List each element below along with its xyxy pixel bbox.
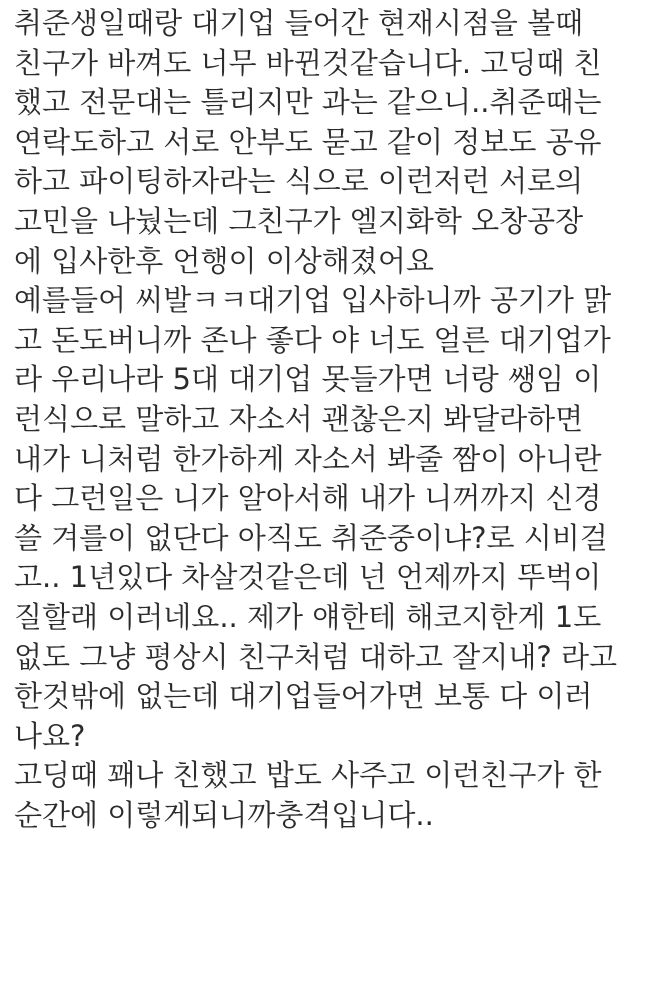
post-line: 고 돈도버니까 존나 좋다 야 너도 얼른 대기업가 bbox=[14, 322, 611, 357]
post-line: 친구가 바껴도 너무 바뀐것같습니다. 고딩때 친 bbox=[14, 45, 602, 80]
post-line: 취준생일때랑 대기업 들어간 현재시점을 볼때 bbox=[14, 6, 584, 40]
post-line: 연락도하고 서로 안부도 묻고 같이 정보도 공유 bbox=[14, 124, 602, 159]
post-line: 런식으로 말하고 자소서 괜찮은지 봐달라하면 bbox=[14, 401, 584, 436]
post-line: 하고 파이팅하자라는 식으로 이런저런 서로의 bbox=[14, 164, 584, 199]
post-line: 에 입사한후 언행이 이상해졌어요 bbox=[14, 243, 434, 278]
post-line: 고.. 1년있다 차살것같은데 넌 언제까지 뚜벅이 bbox=[14, 560, 602, 595]
post-line: 다 그런일은 니가 알아서해 내가 니꺼까지 신경 bbox=[14, 481, 602, 516]
post-line: 순간에 이렇게되니까충격입니다.. bbox=[14, 797, 434, 832]
post-line: 예를들어 씨발ㅋㅋ대기업 입사하니까 공기가 맑 bbox=[14, 283, 612, 318]
post-line: 한것밖에 없는데 대기업들어가면 보통 다 이러 bbox=[14, 679, 593, 714]
post-line: 고딩때 꽤나 친했고 밥도 사주고 이런친구가 한 bbox=[14, 758, 602, 793]
post-line: 내가 니처럼 한가하게 자소서 봐줄 짬이 아니란 bbox=[14, 441, 602, 476]
post-line: 질할래 이러네요.. 제가 얘한테 해코지한게 1도 bbox=[14, 599, 602, 634]
post-line: 했고 전문대는 틀리지만 과는 같으니..취준때는 bbox=[14, 85, 602, 120]
post-line: 없도 그냥 평상시 친구처럼 대하고 잘지내? 라고 bbox=[14, 639, 617, 674]
post-line: 나요? bbox=[14, 718, 86, 753]
post-line: 고민을 나눴는데 그친구가 엘지화학 오창공장 bbox=[14, 203, 584, 238]
post-line: 쓸 겨를이 없단다 아직도 취준중이냐?로 시비걸 bbox=[14, 520, 608, 555]
post-line: 라 우리나라 5대 대기업 못들가면 너랑 쌩임 이 bbox=[14, 362, 602, 397]
